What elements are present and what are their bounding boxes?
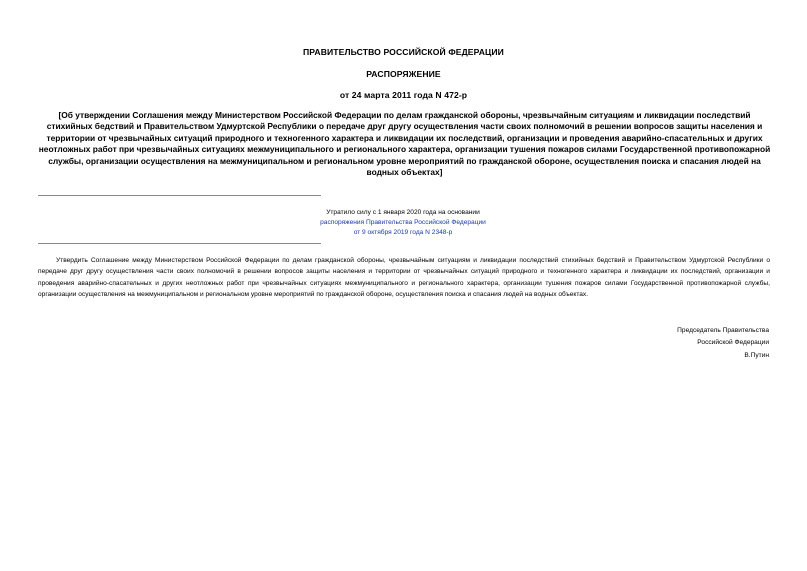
status-line: Утратило силу с 1 января 2020 года на основании [326, 209, 480, 216]
signer-position: Председатель Правительства [677, 327, 769, 334]
body-paragraph: Утвердить Соглашение между Министерством Российской Федерации по делам гражданской обороны, чрезвычайным ситуациям и ликвидации последствий стихийных бедствий и Правительством Удмуртской Республики о передаче друг другу осуществления части своих полномочий в решении вопросов защиты населения и территории от чрезвычайных ситуаций природного и техногенного характера и ликвидации их последствий, организации и проведения аварийно-спасательных и других неотложных работ при чрезвычайных ситуациях межмуниципального и регионального характера, организации тушения пожаров силами Государственной противопожарной службы, организации осуществления на межмуниципальном и региональном уровне мероприятий по гражданской обороне, осуществления поиска и спасания людей на водных объектах. [38, 257, 770, 298]
signature-block [677, 325, 769, 362]
divider-top [38, 195, 321, 196]
document-date-number: от 24 марта 2011 года N 472-р [339, 90, 468, 100]
repeal-link-date[interactable]: от 9 октября 2019 года N 2348-р [353, 229, 453, 237]
document-title: [Об утверждении Соглашения между Министерством Российской Федерации по делам гражданской обороны, чрезвычайным ситуациям и ликвидации последствий стихийных бедствий и Правительством Удмуртской Республики о передаче друг другу осуществления части своих полномочий в решении вопросов защиты населения и территории от чрезвычайных ситуаций природного и техногенного характера и ликвидации их последствий, организации и проведения аварийно-спасательных и других неотложных работ при чрезвычайных ситуациях межмуниципального и регионального характера, организации тушения пожаров силами Государственной противопожарной службы, организации осуществления на межмуниципальном и региональном уровне мероприятий по гражданской обороне, осуществления поиска и спасания людей на водных объектах] [38, 110, 771, 178]
status-note [240, 208, 566, 239]
divider-bottom [38, 243, 321, 244]
repeal-link[interactable]: распоряжения Правительства Российской Федерации [320, 219, 486, 227]
signer-organization: Российской Федерации [697, 339, 769, 347]
signer-name: В.Путин [744, 351, 769, 359]
issuing-authority: ПРАВИТЕЛЬСТВО РОССИЙСКОЙ ФЕДЕРАЦИИ [303, 47, 504, 57]
document-type: РАСПОРЯЖЕНИЕ [366, 69, 441, 79]
